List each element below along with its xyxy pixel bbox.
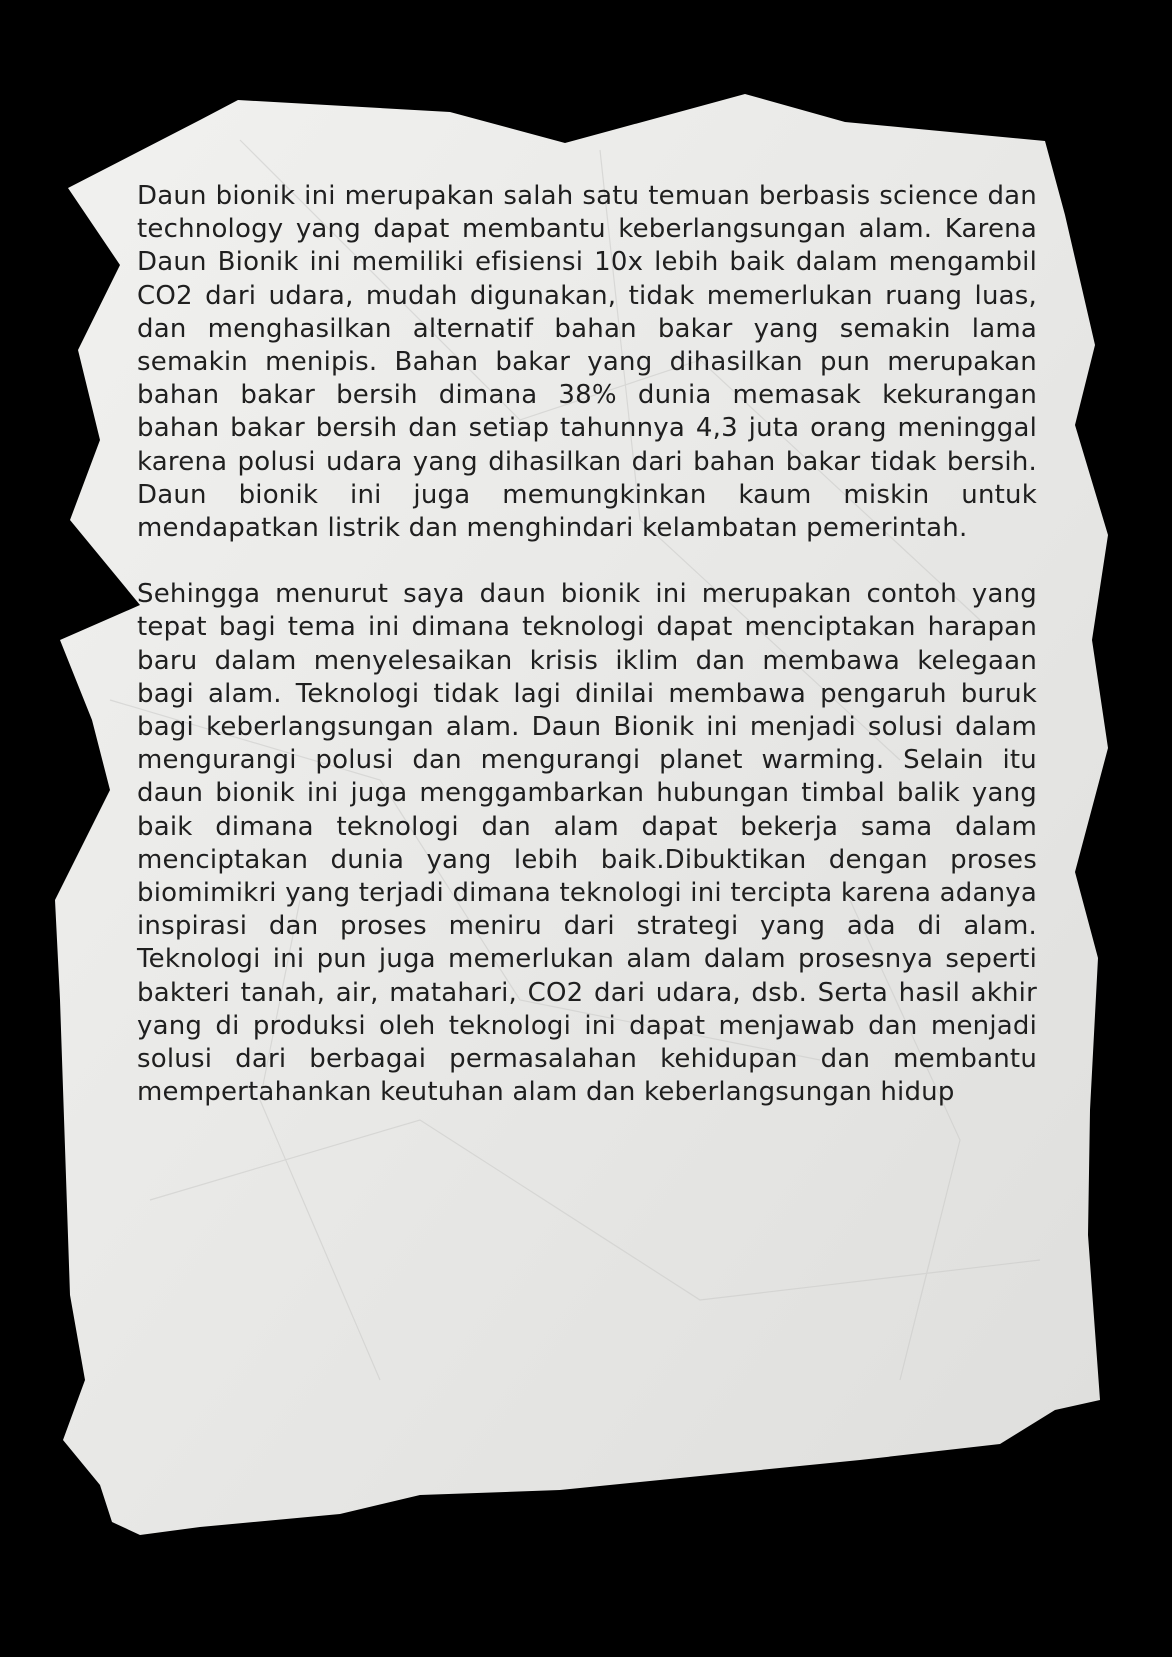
paragraph-2: Sehingga menurut saya daun bionik ini merupakan contoh yang tepat bagi tema ini dimana teknologi dapat menciptakan harapan baru dalam menyelesaikan krisis iklim dan membawa kelegaan bagi alam. Teknologi tidak lagi dinilai membawa pengaruh buruk bagi keberlangsungan alam. Daun Bionik ini menjadi solusi dalam mengurangi polusi dan mengurangi planet warming. Selain itu daun bionik ini juga menggambarkan hubungan timbal balik yang baik dimana teknologi dan alam dapat bekerja sama dalam menciptakan dunia yang lebih baik.Dibuktikan dengan proses biomimikri yang terjadi dimana teknologi ini tercipta karena adanya inspirasi dan proses meniru dari strategi yang ada di alam. Teknologi ini pun juga memerlukan alam dalam prosesnya seperti bakteri tanah, air, matahari, CO2 dari udara, dsb. Serta hasil akhir yang di produksi oleh teknologi ini dapat menjawab dan menjadi solusi dari berbagai permasalahan kehidupan dan membantu mempertahankan keutuhan alam dan keberlangsungan hidup <box>137 579 1037 1108</box>
paragraph-1: Daun bionik ini merupakan salah satu temuan berbasis science dan technology yang dapat membantu keberlangsungan alam. Karena Daun Bionik ini memiliki efisiensi 10x lebih baik dalam mengambil CO2 dari udara, mudah digunakan, tidak memerlukan ruang luas, dan menghasilkan alternatif bahan bakar yang semakin lama semakin menipis. Bahan bakar yang dihasilkan pun merupakan bahan bakar bersih dimana 38% dunia memasak kekurangan bahan bakar bersih dan setiap tahunnya 4,3 juta orang meninggal karena polusi udara yang dihasilkan dari bahan bakar tidak bersih. Daun bionik ini juga memungkinkan kaum miskin untuk mendapatkan listrik dan menghindari kelambatan pemerintah. <box>137 181 1037 544</box>
document-body <box>137 180 1037 1109</box>
